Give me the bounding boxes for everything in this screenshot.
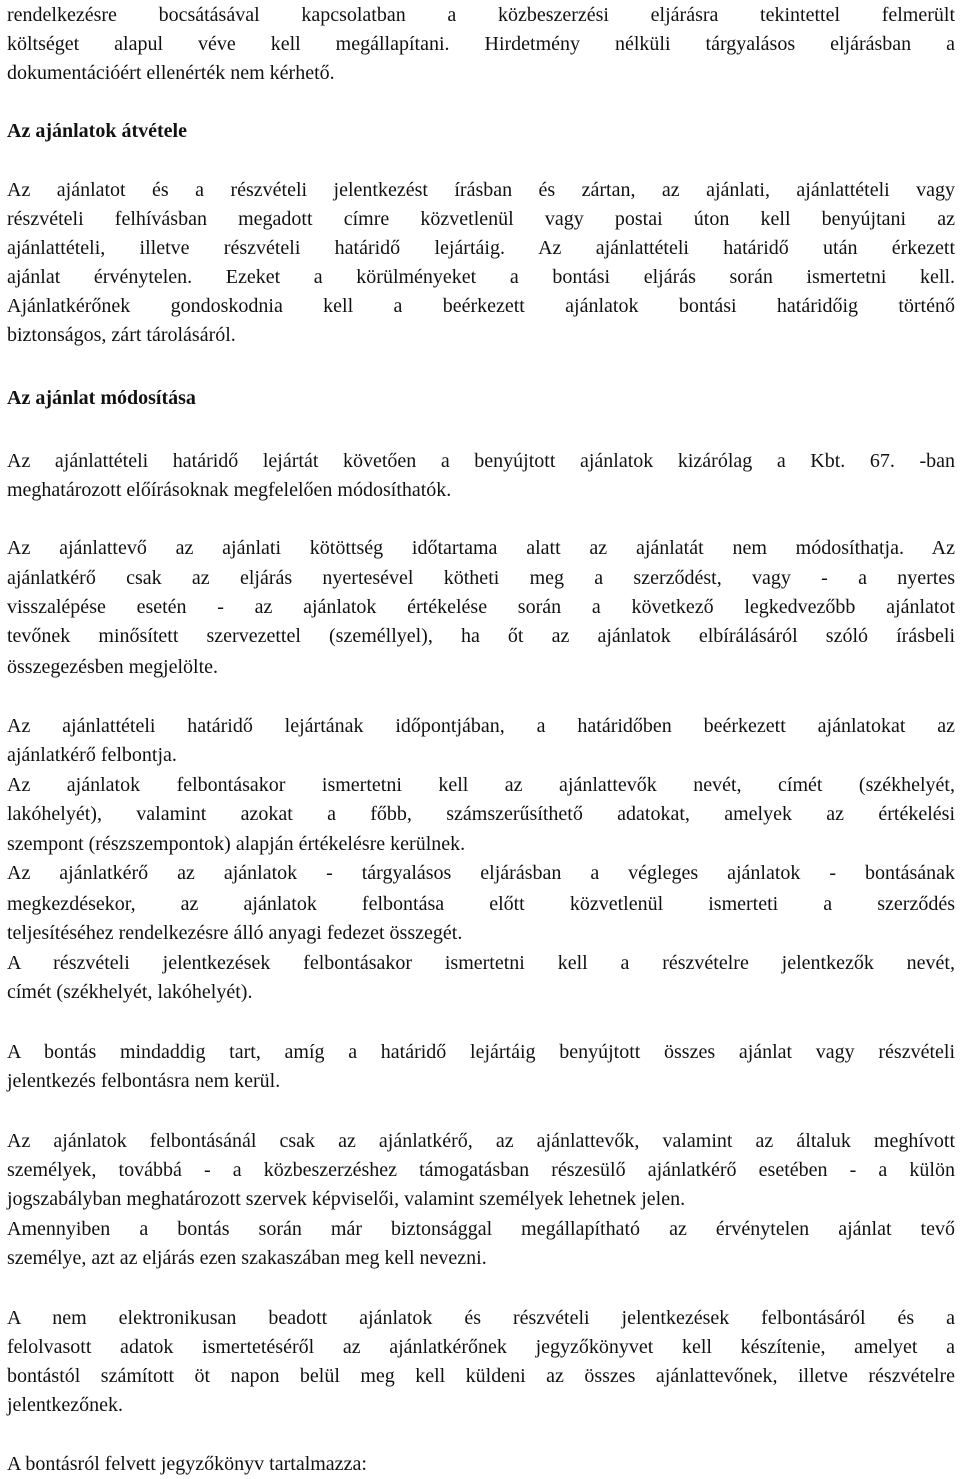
- text-line: Az ajánlattevő az ajánlati kötöttség időtartama alatt az ajánlatát nem módosíthatja. Az: [7, 537, 955, 559]
- text-line: Az ajánlatot és a részvételi jelentkezést írásban és zártan, az ajánlati, ajánlattételi vagy: [7, 179, 955, 201]
- text-line: ajánlattételi, illetve részvételi határidő lejártáig. Az ajánlattételi határidő után érkezett: [7, 237, 955, 259]
- text-line: szempont (részszempontok) alapján értékelésre kerülnek.: [7, 833, 466, 855]
- text-line: címét (székhelyét, lakóhelyét).: [7, 981, 253, 1003]
- text-line: jelentkezés felbontásra nem kerül.: [7, 1070, 281, 1092]
- text-line: lakóhelyét), valamint azokat a főbb, számszerűsíthető adatokat, amelyek az értékelési: [7, 803, 955, 825]
- text-line: személyek, továbbá - a közbeszerzéshez támogatásban részesülő ajánlatkérő esetében - a külön: [7, 1159, 955, 1181]
- text-line: A bontás mindaddig tart, amíg a határidő lejártáig benyújtott összes ajánlat vagy részvételi: [7, 1041, 955, 1063]
- text-line: Az ajánlatok felbontásakor ismertetni kell az ajánlattevők nevét, címét (székhelyét,: [7, 774, 955, 796]
- text-line: Az ajánlatkérő az ajánlatok - tárgyalásos eljárásban a végleges ajánlatok - bontásának: [7, 862, 955, 884]
- text-line: felolvasott adatok ismertetéséről az ajánlatkérőnek jegyzőkönyvet kell készítenie, amelyet a: [7, 1336, 955, 1358]
- section-heading: Az ajánlat módosítása: [7, 387, 196, 409]
- text-line: ajánlat érvénytelen. Ezeket a körülményeket a bontási eljárás során ismertetni kell.: [7, 266, 955, 288]
- text-line: jelentkezőnek.: [7, 1394, 124, 1416]
- text-line: személye, azt az eljárás ezen szakaszában meg kell nevezni.: [7, 1247, 487, 1269]
- text-line: Amennyiben a bontás során már biztonsággal megállapítható az érvénytelen ajánlat tevő: [7, 1218, 955, 1240]
- text-line: biztonságos, zárt tárolásáról.: [7, 324, 236, 346]
- text-line: részvételi felhívásban megadott címre közvetlenül vagy postai úton kell benyújtani az: [7, 208, 955, 230]
- text-line: jogszabályban meghatározott szervek képviselői, valamint személyek lehetnek jelen.: [7, 1188, 686, 1210]
- text-line: A nem elektronikusan beadott ajánlatok és részvételi jelentkezések felbontásáról és a: [7, 1307, 955, 1329]
- section-heading: Az ajánlatok átvétele: [7, 120, 187, 142]
- text-line: tevőnek minősített szervezettel (személlyel), ha őt az ajánlatok elbírálásáról szóló írásbeli: [7, 625, 955, 647]
- text-line: A részvételi jelentkezések felbontásakor ismertetni kell a részvételre jelentkezők nevét,: [7, 952, 955, 974]
- text-line: dokumentációért ellenérték nem kérhető.: [7, 62, 335, 84]
- text-line: Az ajánlattételi határidő lejártát követően a benyújtott ajánlatok kizárólag a Kbt. 67. -ban: [7, 450, 955, 472]
- text-line: teljesítéséhez rendelkezésre álló anyagi fedezet összegét.: [7, 922, 463, 944]
- text-line: költséget alapul véve kell megállapítani. Hirdetmény nélküli tárgyalásos eljárásban a: [7, 33, 955, 55]
- text-line: bontástól számított öt napon belül meg kell küldeni az összes ajánlattevőnek, illetve részvételre: [7, 1365, 955, 1387]
- text-line: A bontásról felvett jegyzőkönyv tartalmazza:: [7, 1453, 367, 1475]
- text-line: összegezésben megjelölte.: [7, 656, 219, 678]
- text-line: ajánlatkérő felbontja.: [7, 744, 177, 766]
- text-line: meghatározott előírásoknak megfelelően módosíthatók.: [7, 479, 452, 501]
- text-line: Az ajánlattételi határidő lejártának időpontjában, a határidőben beérkezett ajánlatokat az: [7, 715, 955, 737]
- text-line: Ajánlatkérőnek gondoskodnia kell a beérkezett ajánlatok bontási határidőig történő: [7, 295, 955, 317]
- text-line: rendelkezésre bocsátásával kapcsolatban a közbeszerzési eljárásra tekintettel felmerült: [7, 4, 955, 26]
- text-line: Az ajánlatok felbontásánál csak az ajánlatkérő, az ajánlattevők, valamint az általuk meghívott: [7, 1130, 955, 1152]
- text-line: ajánlatkérő csak az eljárás nyertesével kötheti meg a szerződést, vagy - a nyertes: [7, 567, 955, 589]
- text-line: visszalépése esetén - az ajánlatok értékelése során a következő legkedvezőbb ajánlatot: [7, 596, 955, 618]
- text-line: megkezdésekor, az ajánlatok felbontása előtt közvetlenül ismerteti a szerződés: [7, 893, 955, 915]
